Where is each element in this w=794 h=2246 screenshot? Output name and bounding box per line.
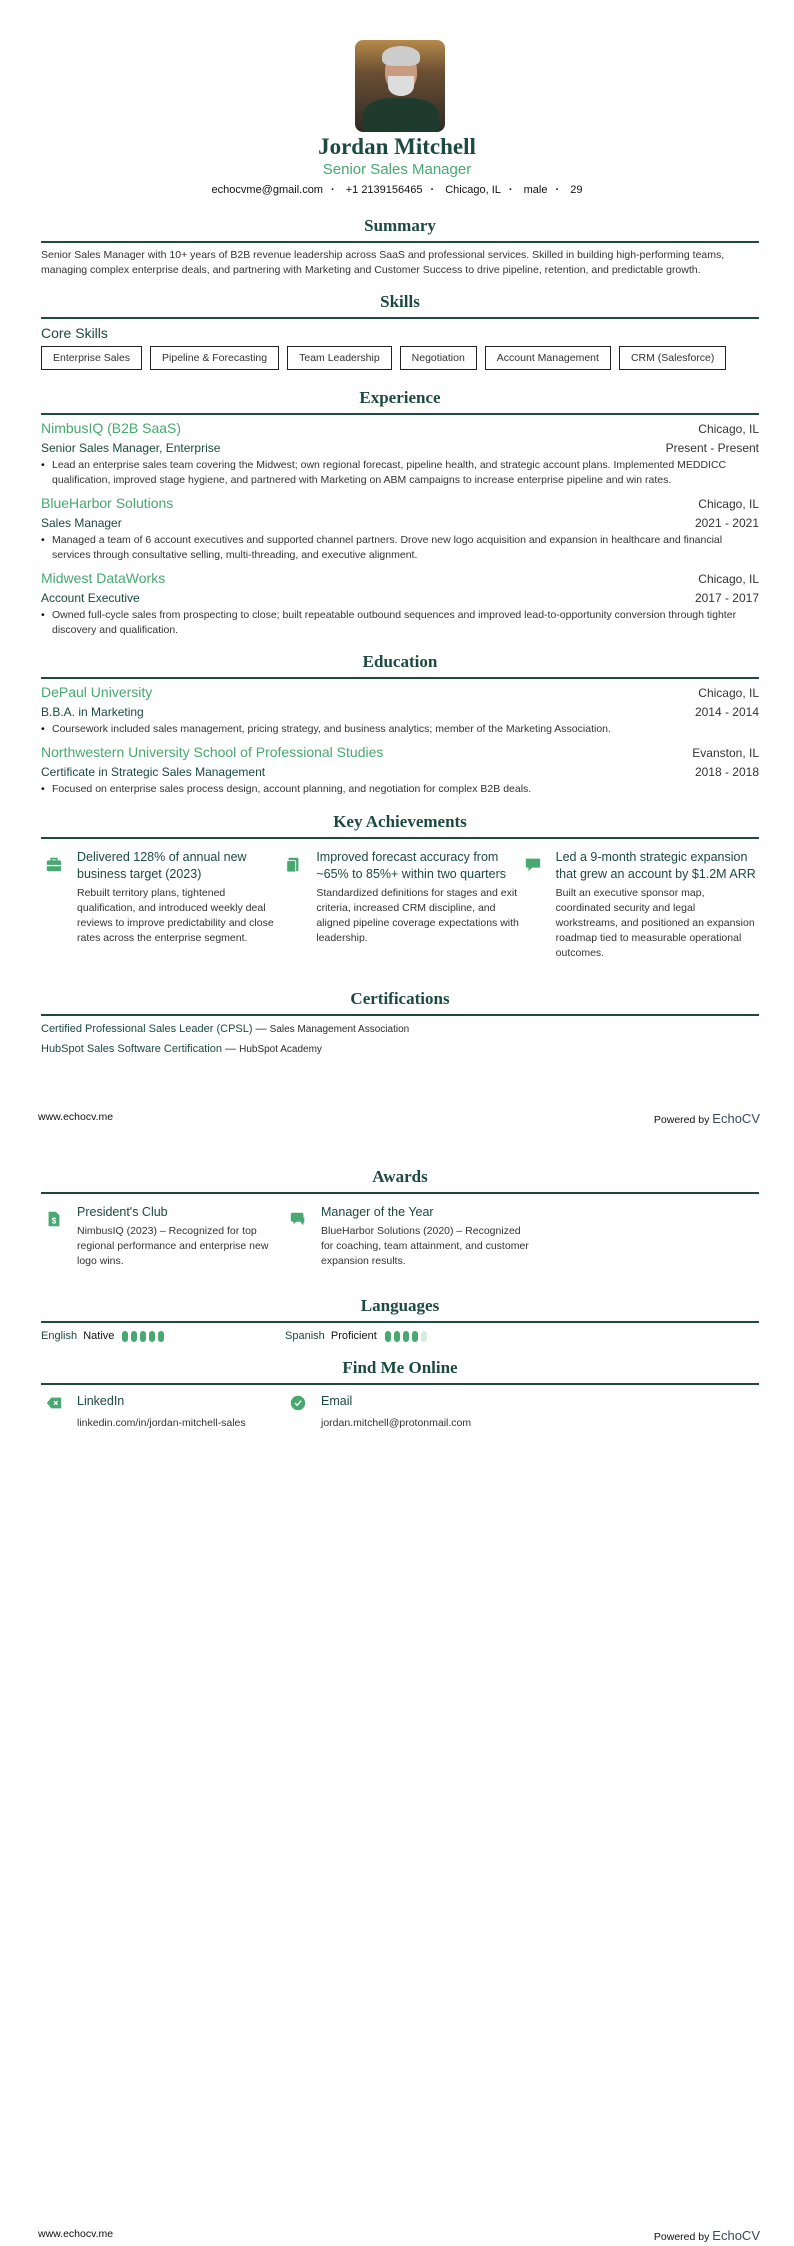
section-heading: Education (362, 652, 438, 671)
education-section (41, 652, 759, 797)
bullet: • Focused on enterprise sales process design, account planning, and negotiation for complex B2B deals. (41, 782, 759, 797)
location: Chicago, IL (698, 422, 759, 436)
online-label: Email (321, 1394, 353, 1408)
degree: B.B.A. in Marketing (41, 705, 144, 719)
dates: 2018 - 2018 (694, 765, 759, 779)
cert-sep: — (255, 1023, 267, 1035)
achievement-title: Improved forecast accuracy from ~65% to 85%+ within two quarters (316, 850, 507, 881)
bullet: • Lead an enterprise sales team covering the Midwest; own regional forecast, pipeline health, and strategic account plans. Implemented MEDDICC qualification, improved stage hygiene, and partnered with Marketing on ABM campaigns to increase enterprise pipeline and win rates. (41, 458, 759, 488)
skill-chip: Enterprise Sales (41, 346, 142, 370)
experience-entry (41, 569, 759, 638)
profile-photo (355, 40, 445, 132)
achievement-title: Delivered 128% of annual new business target (2023) (77, 850, 247, 881)
award-title: Manager of the Year (321, 1205, 434, 1219)
proficiency-dot-filled (158, 1331, 164, 1342)
candidate-name: Jordan Mitchell (318, 134, 476, 159)
section-heading: Find Me Online (342, 1358, 458, 1377)
section-heading: Certifications (350, 989, 450, 1008)
section-heading: Summary (364, 216, 436, 235)
skills-section (41, 292, 759, 370)
company-name: BlueHarbor Solutions (41, 495, 174, 511)
education-entry (41, 743, 759, 797)
cert-name: HubSpot Sales Software Certification (41, 1043, 222, 1055)
location: Chicago, IL (698, 686, 759, 700)
footer-site-link[interactable]: www.echocv.me (38, 1111, 114, 1123)
online-label: LinkedIn (77, 1394, 125, 1408)
proficiency-dot-filled (385, 1331, 391, 1342)
online-link[interactable]: jordan.mitchell@protonmail.com (321, 1417, 472, 1429)
company-name: NimbusIQ (B2B SaaS) (41, 420, 182, 436)
divider (41, 677, 759, 679)
achievement-item (280, 849, 519, 961)
location: Chicago, IL (698, 572, 759, 586)
skill-chip: Team Leadership (287, 346, 392, 370)
proficiency-dot-filled (394, 1331, 400, 1342)
proficiency-dot-filled (412, 1331, 418, 1342)
contact-email: echocvme@gmail.com (211, 184, 323, 196)
languages-section (41, 1296, 759, 1342)
award-item (41, 1204, 285, 1269)
section-heading: Experience (359, 388, 441, 407)
language-item (41, 1330, 285, 1342)
proficiency-dot-empty (421, 1331, 427, 1342)
certifications-section (41, 989, 759, 1055)
linkedin-tag-icon (41, 1393, 77, 1431)
proficiency-dot-filled (131, 1331, 137, 1342)
school-name: DePaul University (41, 684, 153, 700)
divider (41, 837, 759, 839)
experience-section (41, 388, 759, 638)
bullet: • Managed a team of 6 account executives and supported channel partners. Drove new logo acquisition and expansion in healthcare and financial services through consultative selling, multi-threading, and executive alignment. (41, 533, 759, 563)
resume-page-2 (0, 1122, 794, 2246)
company-name: Midwest DataWorks (41, 570, 166, 586)
skill-chip: CRM (Salesforce) (619, 346, 726, 370)
award-item (285, 1204, 529, 1269)
contact-phone: +1 2139156465 (345, 184, 423, 196)
contact-age: 29 (570, 184, 583, 196)
language-level: Native (83, 1330, 115, 1342)
achievement-text: Rebuilt territory plans, tightened qualification, and introduced weekly deal reviews to improve predictability and close rates across the enterprise segment. (77, 887, 274, 944)
footer-site-link[interactable]: www.echocv.me (38, 2228, 114, 2240)
achievement-item (520, 849, 759, 961)
footer-powered: Powered by (653, 2231, 710, 2243)
divider (41, 1383, 759, 1385)
proficiency-dot-filled (122, 1331, 128, 1342)
online-item (285, 1393, 529, 1431)
online-item (41, 1393, 285, 1431)
certification-item (41, 1023, 759, 1035)
cert-sep: — (225, 1043, 237, 1055)
contact-location: Chicago, IL (445, 184, 501, 196)
check-circle-icon (285, 1393, 321, 1431)
language-name: Spanish (285, 1330, 325, 1342)
section-heading: Awards (372, 1167, 428, 1186)
achievement-item (41, 849, 280, 961)
divider (41, 1192, 759, 1194)
contact-line: echocvme@gmail.com · +1 2139156465 · Chicago, IL · male · 29 (211, 184, 583, 196)
award-title: President's Club (77, 1205, 168, 1219)
proficiency-dot-filled (149, 1331, 155, 1342)
page-footer (38, 2228, 760, 2243)
job-title: Sales Manager (41, 516, 122, 530)
achievement-text: Built an executive sponsor map, coordinated security and legal workstreams, and positioned an expansion roadmap tied to measurable operational outcomes. (555, 887, 755, 959)
proficiency-dot-filled (140, 1331, 146, 1342)
section-heading: Skills (380, 292, 420, 311)
language-item (285, 1330, 427, 1342)
dates: 2014 - 2014 (694, 705, 759, 719)
skill-chip: Pipeline & Forecasting (150, 346, 279, 370)
skill-chip: Negotiation (400, 346, 477, 370)
summary-text: Senior Sales Manager with 10+ years of B2B revenue leadership across SaaS and professional services. Skilled in building high-performing teams, managing complex enterprise deals, and partnering with Marketing and Customer Success to drive pipeline, retention, and predictable growth. (41, 249, 725, 276)
clipboard-icon (280, 849, 316, 961)
online-link[interactable]: linkedin.com/in/jordan-mitchell-sales (77, 1417, 246, 1429)
experience-entry (41, 419, 759, 488)
cert-name: Certified Professional Sales Leader (CPSL) (41, 1023, 253, 1035)
proficiency-dot-filled (403, 1331, 409, 1342)
certification-item (41, 1043, 759, 1055)
cert-issuer: HubSpot Academy (239, 1044, 322, 1055)
location: Evanston, IL (692, 746, 759, 760)
proficiency-dots (122, 1331, 164, 1342)
award-text: BlueHarbor Solutions (2020) – Recognized for coaching, team attainment, and customer expansion results. (321, 1225, 529, 1267)
footer-powered: Powered by (653, 1114, 710, 1126)
divider (41, 317, 759, 319)
language-level: Proficient (330, 1330, 377, 1342)
invoice-dollar-icon (41, 1204, 77, 1269)
education-entry (41, 683, 759, 737)
bullet: • Coursework included sales management, pricing strategy, and business analytics; member of the Marketing Association. (41, 722, 759, 737)
chat-icon (520, 849, 556, 961)
online-section (41, 1358, 759, 1431)
achievements-section (41, 812, 759, 961)
divider (41, 413, 759, 415)
skill-chip: Account Management (485, 346, 611, 370)
proficiency-dots (385, 1331, 427, 1342)
award-text: NimbusIQ (2023) – Recognized for top regional performance and enterprise new logo wins. (77, 1225, 269, 1267)
briefcase-icon (41, 849, 77, 961)
dates: Present - Present (665, 441, 759, 455)
school-name: Northwestern University School of Professional Studies (41, 744, 384, 760)
section-heading: Languages (360, 1296, 440, 1315)
divider (41, 1321, 759, 1323)
language-name: English (41, 1330, 78, 1342)
contact-gender: male (523, 184, 548, 196)
achievement-title: Led a 9-month strategic expansion that grew an account by $1.2M ARR (555, 850, 756, 881)
job-title: Senior Sales Manager, Enterprise (41, 441, 221, 455)
cert-issuer: Sales Management Association (269, 1024, 410, 1035)
comments-icon (285, 1204, 321, 1269)
candidate-title: Senior Sales Manager (322, 161, 472, 178)
dates: 2017 - 2017 (694, 591, 759, 605)
summary-section (41, 216, 759, 278)
degree: Certificate in Strategic Sales Management (41, 765, 266, 779)
section-heading: Key Achievements (333, 812, 467, 831)
dates: 2021 - 2021 (694, 516, 759, 530)
location: Chicago, IL (698, 497, 759, 511)
bullet: • Owned full-cycle sales from prospecting to close; built repeatable outbound sequences and improved lead-to-opportunity conversion through tighter discovery and qualification. (41, 608, 759, 638)
experience-entry (41, 494, 759, 563)
divider (41, 241, 759, 243)
skill-group-title: Core Skills (41, 325, 108, 341)
footer-brand: EchoCV (712, 1111, 760, 1126)
svg-text:$: $ (51, 1216, 57, 1226)
job-title: Account Executive (41, 591, 140, 605)
awards-section (41, 1167, 759, 1269)
achievement-text: Standardized definitions for stages and exit criteria, increased CRM discipline, and aligned pipeline coverage expectations with leadership. (316, 887, 519, 944)
divider (41, 1014, 759, 1016)
footer-brand: EchoCV (712, 2228, 760, 2243)
